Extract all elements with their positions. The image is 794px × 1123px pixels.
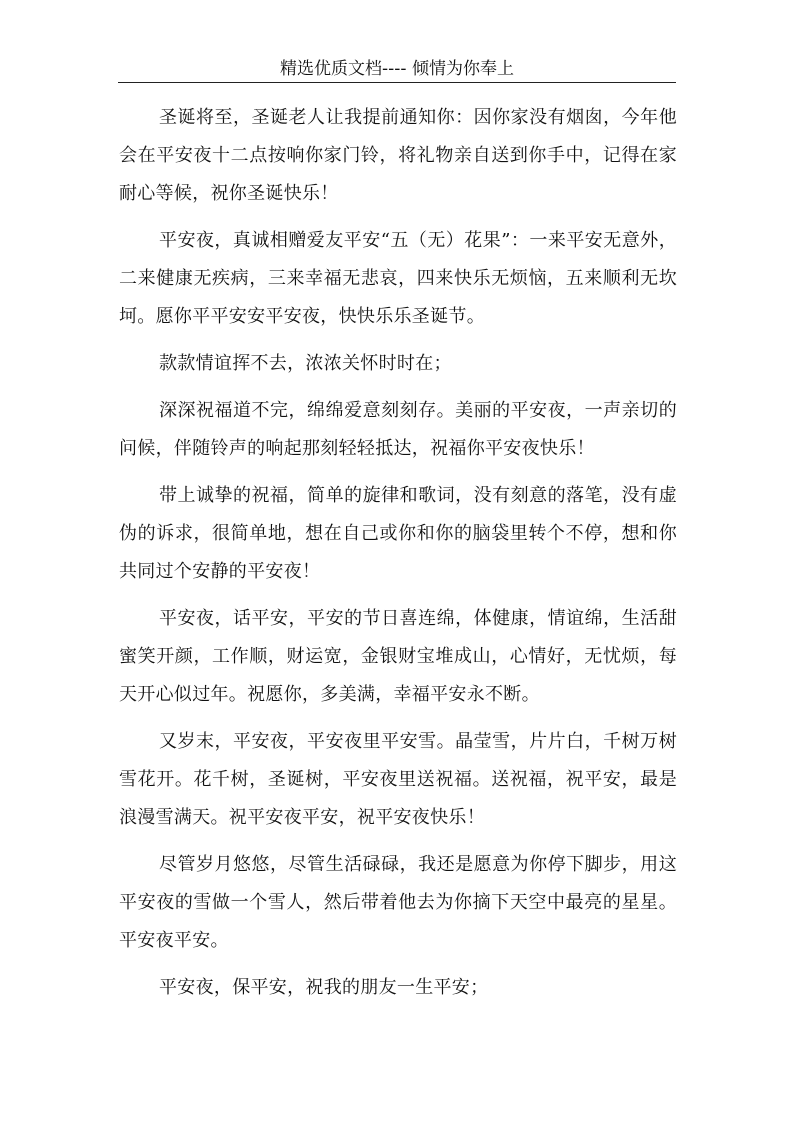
header-title: 精选优质文档---- 倾情为你奉上: [280, 59, 514, 79]
paragraph: 深深祝福道不完，绵绵爱意刻刻存。美丽的平安夜，一声亲切的问候，伴随铃声的响起那刻轻轻抵达，祝福你平安夜快乐！: [119, 400, 677, 459]
document-body: [119, 99, 677, 1016]
paragraph: 尽管岁月悠悠，尽管生活碌碌，我还是愿意为你停下脚步，用这平安夜的雪做一个雪人，然后带着他去为你摘下天空中最亮的星星。平安夜平安。: [119, 854, 677, 951]
paragraph: 平安夜，保平安，祝我的朋友一生平安；: [159, 977, 489, 998]
paragraph: 平安夜，话平安，平安的节日喜连绵，体健康，情谊绵，生活甜蜜笑开颜，工作顺，财运宽，金银财宝堆成山，心情好，无忧烦，每天开心似过年。祝愿你，多美满，幸福平安永不断。: [119, 608, 677, 705]
paragraph: 平安夜，真诚相赠爱友平安“五（无）花果”：一来平安无意外，二来健康无疾病，三来幸福无悲哀，四来快乐无烦恼，五来顺利无坎坷。愿你平平安安平安夜，快快乐乐圣诞节。: [119, 230, 677, 327]
page-header: [118, 56, 676, 83]
paragraph: 款款情谊挥不去，浓浓关怀时时在；: [159, 353, 452, 374]
paragraph: 带上诚挚的祝福，简单的旋律和歌词，没有刻意的落笔，没有虚伪的诉求，很简单地，想在自己或你和你的脑袋里转个不停，想和你共同过个安静的平安夜！: [119, 485, 677, 582]
paragraph: 又岁末，平安夜，平安夜里平安雪。晶莹雪，片片白，千树万树雪花开。花千树，圣诞树，平安夜里送祝福。送祝福，祝平安，最是浪漫雪满天。祝平安夜平安，祝平安夜快乐！: [119, 731, 677, 828]
paragraph: 圣诞将至，圣诞老人让我提前通知你：因你家没有烟囱，今年他会在平安夜十二点按响你家门铃，将礼物亲自送到你手中，记得在家耐心等候，祝你圣诞快乐！: [119, 107, 677, 204]
